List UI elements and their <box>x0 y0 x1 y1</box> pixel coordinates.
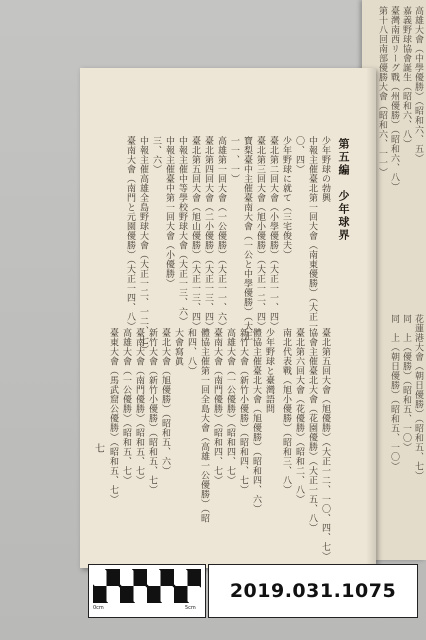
toc-entry: 體協主催第一回全島大會（高雄一公優勝）（昭 <box>199 328 209 523</box>
toc-entry: 三、六） <box>151 136 161 174</box>
toc-entry: 臺東大會（馬武窟公優勝）（昭和五、七） <box>108 328 118 504</box>
toc-entry: 中報主催臺北第一回大會（南東優勝）（大正一 <box>307 136 317 331</box>
scale-bar <box>88 564 206 618</box>
toc-entry: 臺北第三回大會（旭小優勝）（大正一二、四） <box>255 136 265 331</box>
toc-entry: 高雄大會（一公優勝）（昭和五、七） <box>121 328 131 485</box>
toc-entry: 中報主催臺中第一回大會（小優勝） <box>164 136 174 288</box>
toc-entry: 大會寫眞 <box>173 328 183 366</box>
toc-entry: 新竹大會（新竹小優勝）（昭和五、七） <box>147 328 157 495</box>
accession-number-label: 2019.031.1075 <box>208 564 418 618</box>
toc-entry: 寶梨臺中主催臺南大會（一公と中學優勝）（大正 <box>242 136 252 341</box>
right-page-column: 同 上（優勝）（昭和五、一〇） <box>401 314 411 452</box>
scale-label-left: 0cm <box>93 605 104 611</box>
toc-entry: 少年野球に就て（三宅俊夫） <box>281 136 291 260</box>
right-page-column: 嘉義野球協會誕生（昭和六、八） <box>401 6 411 149</box>
right-page-column: 同 上（朝日優勝）（昭和五、一〇） <box>389 314 399 471</box>
toc-entry: 新竹大會（新竹小優勝）（昭和四、七） <box>238 328 248 495</box>
toc-entry: 臺北第六回大會（花優勝）（昭和二、八） <box>294 328 304 504</box>
right-page-column: 高雄大會（中學優勝）（昭和六、五） <box>413 6 423 163</box>
scale-label-right: 5cm <box>185 605 196 611</box>
toc-entry: 臺北第四回大會（二小優勝）（大正一三、四） <box>203 136 213 331</box>
toc-entry: 南北代表戰（旭小優勝）（昭和三、八） <box>281 328 291 495</box>
toc-entry: 臺南大會（南門優勝）（昭和四、七） <box>212 328 222 485</box>
scale-checker-pattern <box>93 569 201 603</box>
toc-entry: 臺南大會（南門優勝）（昭和五、七） <box>134 328 144 485</box>
toc-entry: 高雄第一回大會（一公優勝）（大正一一、六） <box>216 136 226 331</box>
toc-entry: 臺北第五回大會（旭優勝）（大正一二、一〇、四、七） <box>320 328 330 561</box>
toc-entry: 中報主催高雄全島野球大會（大正一二、一二、七） <box>138 136 148 355</box>
toc-entry: 高雄大會（一公優勝）（昭和四、七） <box>225 328 235 485</box>
toc-entry: 和四、八） <box>186 328 196 376</box>
page-number: 七 <box>95 444 105 455</box>
right-page-column: 第十八回南部優勝大會（昭和六、一一） <box>377 6 387 177</box>
section-heading: 第五編 少年球界 <box>337 138 350 242</box>
toc-entry: 臺南大會（南門と元園優勝）（大正一四、八） <box>125 136 135 331</box>
toc-entry: 臺北第二回大會（小學優勝）（大正一一、四） <box>268 136 278 331</box>
toc-entry: 中報主催中等學校野球大會（大正一三、六） <box>177 136 187 326</box>
document-page <box>80 68 376 568</box>
toc-entry: 臺北第五回大會（旭山優勝）（大正一三、四） <box>190 136 200 331</box>
toc-entry: 協會主催臺北大會（花園優勝）（大正一五、八） <box>307 328 317 533</box>
right-page-column: 臺灣南西リーグ戰（州優勝）（昭和六、八） <box>389 6 399 192</box>
right-page-column: 花蓮港大會（朝日優勝）（昭和五、七） <box>413 314 423 481</box>
toc-entry: 〇、四） <box>294 136 304 174</box>
toc-entry: 臺北大會（旭優勝）（昭和五、六） <box>160 328 170 476</box>
toc-entry: 一一、一） <box>229 136 239 184</box>
toc-entry: 體協主催臺北大會（旭優勝）（昭和四、六） <box>251 328 261 514</box>
subheading: 少年野球の勃興 <box>320 136 330 203</box>
subheading: 少年野球と臺灣語問 <box>264 328 274 414</box>
